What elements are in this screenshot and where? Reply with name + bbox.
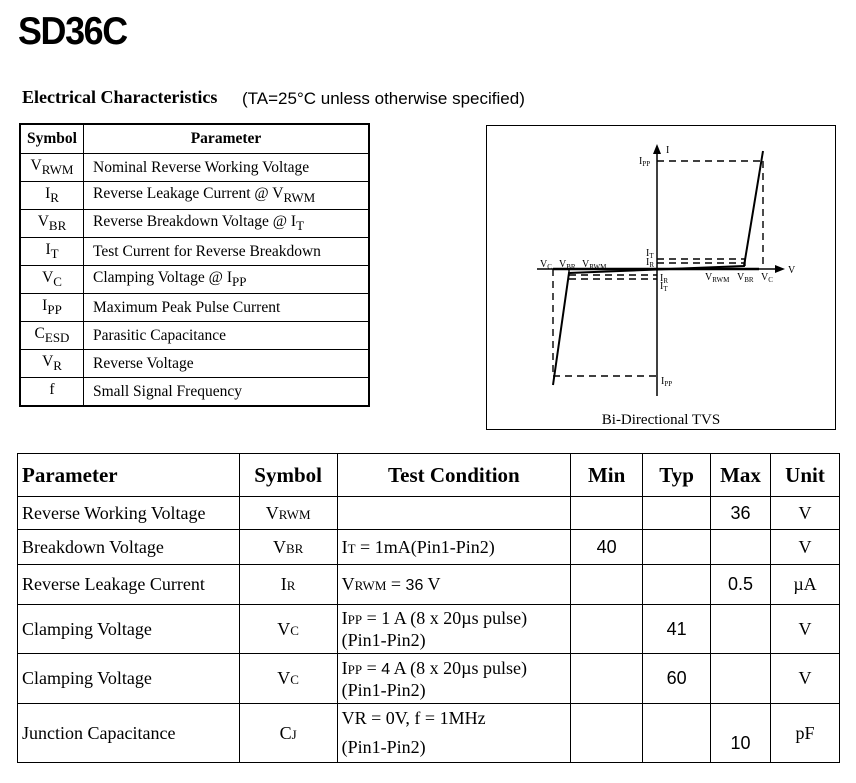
table-row [20,238,369,266]
voltage-axis-arrow [775,265,785,273]
ipp-bottom-label: $I_{PP}$ [661,376,673,388]
max-cell [711,654,771,704]
min-cell [571,654,643,704]
left-vbr-label: $V_{BR}$ [559,259,576,271]
parameter-cell: Reverse Voltage [84,350,370,378]
typ-cell [643,497,711,530]
table-row [20,210,369,238]
symbol-cell: VC [239,654,337,704]
symbol-cell: CJ [239,704,337,763]
typ-cell [643,530,711,565]
parameter-cell: Nominal Reverse Working Voltage [84,154,370,182]
left-vrwm-label: $V_{RWM}$ [582,259,607,271]
iv-curve-svg [487,126,834,428]
symbol-cell: VC [239,605,337,654]
max-cell: 36 [711,497,771,530]
parameter-cell: Reverse Leakage Current [18,565,240,605]
right-vrwm-label: $V_{RWM}$ [705,272,730,284]
symbol-cell: $I_T$ [20,238,84,266]
parameter-cell: Test Current for Reverse Breakdown [84,238,370,266]
condition-cell [337,497,571,530]
symbol-cell: VBR [239,530,337,565]
symbol-cell: f [20,378,84,407]
header-symbol: Symbol [20,124,84,154]
table-row [18,497,840,530]
header-unit: Unit [771,454,840,497]
unit-cell: V [771,530,840,565]
parameter-cell: Parasitic Capacitance [84,322,370,350]
table-row [20,182,369,210]
part-number-title: SD36C [18,10,127,53]
condition-cell: IT = 1mA(Pin1-Pin2) [337,530,571,565]
symbol-cell: $V_{BR}$ [20,210,84,238]
table-row [18,654,840,704]
left-vc-label: $V_C$ [540,259,552,271]
condition-cell: IPP = 1 A (8 x 20µs pulse) (Pin1-Pin2) [337,605,571,654]
unit-cell: V [771,654,840,704]
header-parameter: Parameter [18,454,240,497]
max-cell: 0.5 [711,565,771,605]
unit-cell: V [771,497,840,530]
parameter-cell: Reverse Breakdown Voltage @ $I_T$ [84,210,370,238]
min-cell [571,704,643,763]
symbol-cell: $V_R$ [20,350,84,378]
symbol-cell: $V_{RWM}$ [20,154,84,182]
it-bottom-label: $I_T$ [660,281,668,293]
section-note: (TA=25°C unless otherwise specified) [242,89,525,108]
condition-cell: IPP = 4 A (8 x 20µs pulse) (Pin1-Pin2) [337,654,571,704]
table-row [18,704,840,763]
min-cell [571,565,643,605]
specification-table [17,453,840,763]
spec-table-header [18,454,840,497]
typ-cell [643,704,711,763]
parameter-cell: Junction Capacitance [18,704,240,763]
max-cell: 10 [711,704,771,763]
typ-cell: 41 [643,605,711,654]
table-row [20,294,369,322]
min-cell: 40 [571,530,643,565]
right-vbr-label: $V_{BR}$ [737,272,754,284]
min-cell [571,497,643,530]
right-vc-label: $V_C$ [761,272,773,284]
diagram-caption: Bi-Directional TVS [601,412,721,428]
table-row [18,565,840,605]
typ-cell [643,565,711,605]
parameter-cell: Clamping Voltage @ $I_{PP}$ [84,266,370,294]
symbol-cell: $I_R$ [20,182,84,210]
table-row [18,530,840,565]
parameter-cell: Reverse Leakage Current @ $V_{RWM}$ [84,182,370,210]
condition-cell: VRWM = 36 V [337,565,571,605]
header-typ: Typ [643,454,711,497]
table-row [20,322,369,350]
parameter-cell: Clamping Voltage [18,654,240,704]
it-top-label: $I_T$ [646,248,654,260]
header-max: Max [711,454,771,497]
table-row [20,350,369,378]
header-parameter: Parameter [84,124,370,154]
parameter-cell: Reverse Working Voltage [18,497,240,530]
typ-cell: 60 [643,654,711,704]
symbol-cell: $V_C$ [20,266,84,294]
min-cell [571,605,643,654]
table-row [20,266,369,294]
symbol-cell: IR [239,565,337,605]
parameter-cell: Small Signal Frequency [84,378,370,407]
symbol-cell: $I_{PP}$ [20,294,84,322]
max-cell [711,605,771,654]
header-symbol: Symbol [239,454,337,497]
voltage-axis-label: V [788,265,796,276]
parameter-cell: Clamping Voltage [18,605,240,654]
unit-cell: µA [771,565,840,605]
current-axis-arrow [653,144,661,154]
table-row [18,605,840,654]
ipp-top-label: $I_{PP}$ [639,156,651,168]
symbol-definition-table [19,123,370,407]
unit-cell: pF [771,704,840,763]
ir-bottom-label: $I_R$ [660,273,669,285]
iv-curve-diagram [486,125,836,430]
header-min: Min [571,454,643,497]
table-row [20,378,369,407]
section-heading: Electrical Characteristics [22,87,218,107]
parameter-cell: Breakdown Voltage [18,530,240,565]
symbol-table-header [20,124,369,154]
ir-top-label: $I_R$ [646,257,655,269]
header-test-condition: Test Condition [337,454,571,497]
parameter-cell: Maximum Peak Pulse Current [84,294,370,322]
symbol-cell: VRWM [239,497,337,530]
condition-cell: VR = 0V, f = 1MHz (Pin1-Pin2) [337,704,571,763]
current-axis-label: I [666,145,670,156]
table-row [20,154,369,182]
max-cell [711,530,771,565]
symbol-cell: $C_{ESD}$ [20,322,84,350]
unit-cell: V [771,605,840,654]
